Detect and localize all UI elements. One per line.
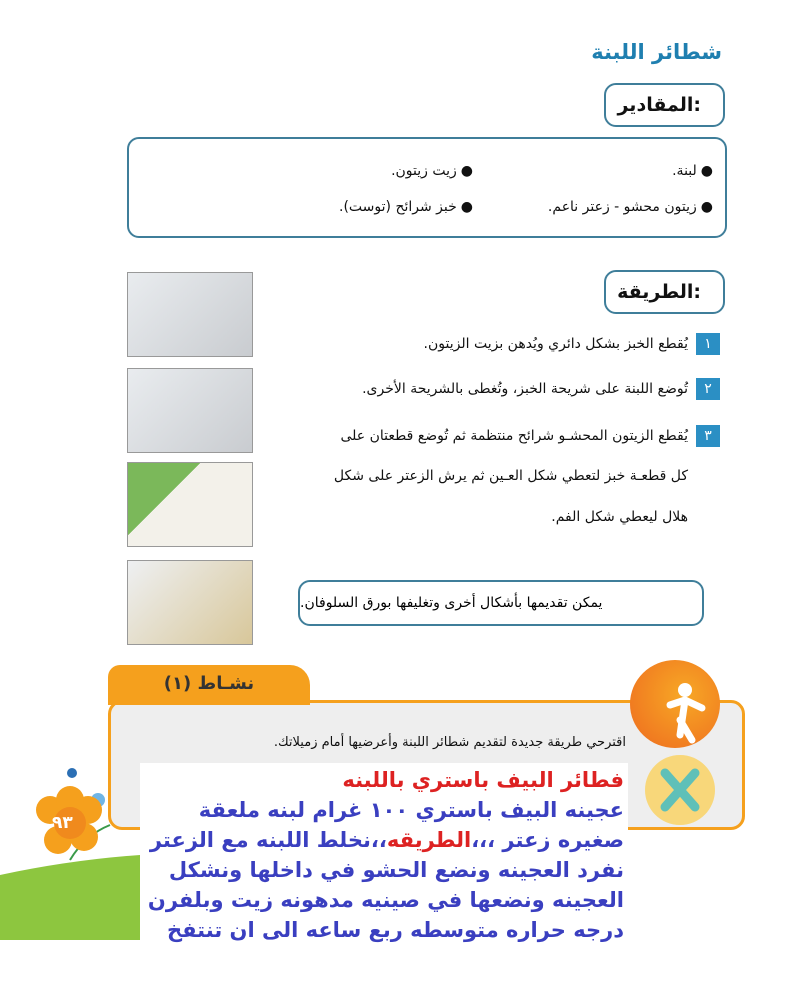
activity-tab: نشـاط (١) (108, 665, 310, 705)
photo-spreading-labneh (127, 368, 253, 453)
page-title: شطائر اللبنة (591, 40, 722, 64)
activity-person-icon (630, 660, 720, 748)
note-box: يمكن تقديمها بأشكال أخرى وتغليفها بورق السلوفان. (298, 580, 704, 626)
step-text: كل قطعـة خبز لتعطي شكل العـين ثم يرش الزعتر على شكل (333, 468, 688, 484)
flower-decoration (0, 765, 140, 940)
step-3 (341, 425, 721, 447)
handwritten-answer (140, 763, 628, 985)
step-2 (362, 378, 720, 400)
answer-title: فطائر البيف باستري باللبنه (342, 768, 624, 792)
photo-wrapped-sandwiches (127, 560, 253, 645)
ingredients-heading: المقادير: (604, 83, 725, 127)
step-number: ١ (696, 333, 720, 355)
step-1 (424, 333, 720, 355)
answer-line: نفرد العجينه ونضع الحشو في داخلها ونشكل (168, 858, 624, 882)
answer-line: العجينه ونضعها في صينيه مدهونه زيت وبلفرن (147, 888, 624, 912)
ingredient-item: ● خبز شرائح (توست). (339, 199, 473, 215)
step-number: ٢ (696, 378, 720, 400)
answer-text: ،،نخلط اللبنه مع الزعتر (149, 828, 387, 852)
step-text: هلال ليعطي شكل الفم. (551, 509, 688, 525)
photo-face-sandwiches (127, 462, 253, 547)
step-text: يُقطع الخبز بشكل دائري ويُدهن بزيت الزيتون. (423, 336, 688, 352)
ingredient-item: ● زيتون محشو - زعتر ناعم. (548, 199, 713, 215)
answer-method-label: الطريقه (386, 828, 472, 852)
ingredient-item: ● زيت زيتون. (391, 163, 473, 179)
page-number: ٩٣ (52, 813, 73, 833)
photo-cutting-bread (127, 272, 253, 357)
method-heading: الطريقة: (604, 270, 725, 314)
answer-text: صغيره زعتر ،،، (471, 828, 624, 852)
ingredient-item: ● لبنة. (672, 163, 713, 179)
pencil-brush-icon (645, 755, 715, 825)
step-number: ٣ (696, 425, 720, 447)
activity-question: اقترحي طريقة جديدة لتقديم شطائر اللبنة وأعرضيها أمام زميلاتك. (273, 735, 626, 750)
answer-line: درجه حراره متوسطه ربع ساعه الى ان تنتفخ (166, 918, 624, 942)
step-text: يُقطع الزيتون المحشـو شرائح منتظمة ثم تُوضع قطعتان على (340, 428, 688, 444)
answer-line: عجينه البيف باستري ١٠٠ غرام لبنه ملعقة (198, 798, 624, 822)
answer-line (140, 825, 624, 855)
step-text: تُوضع اللبنة على شريحة الخبز، وتُغطى بالشريحة الأخرى. (362, 381, 688, 397)
ingredients-box (127, 137, 727, 238)
